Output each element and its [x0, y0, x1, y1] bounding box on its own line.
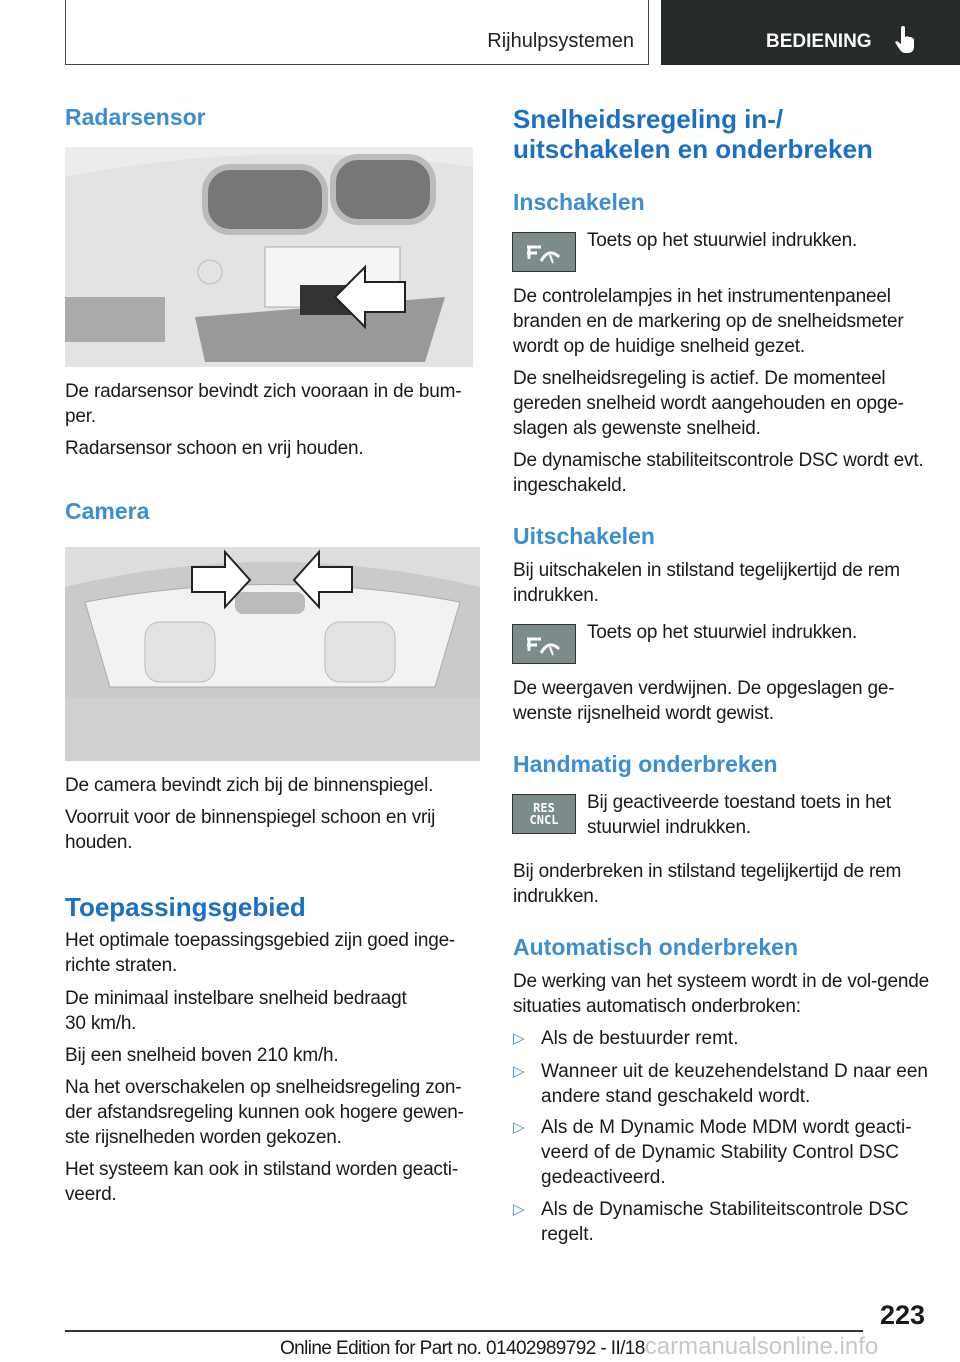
bullet-icon: ▷ [513, 1063, 525, 1080]
scope-text-3: Bij een snelheid boven 210 km/h. [65, 1045, 339, 1066]
bullet-icon: ▷ [513, 1030, 525, 1047]
heading-camera: Camera [65, 498, 150, 524]
heading-toepassingsgebied: Toepassingsgebied [65, 892, 306, 922]
heading-radarsensor: Radarsensor [65, 104, 206, 130]
scope-text-4: Na het overschakelen op snelheidsregeling zon-der afstandsregeling kunnen ook hogere gewen-ste rijsnelheden worden gekozen. [65, 1077, 464, 1148]
cncl-label: CNCL [529, 813, 559, 827]
footer-edition [280, 1333, 878, 1361]
radar-text-1: De radarsensor bevindt zich vooraan in de bum-per. [65, 381, 462, 427]
pause-button-text: Bij geactiveerde toestand toets in het stuurwiel indrukken. [587, 792, 891, 838]
hand-pointer-icon [894, 26, 918, 54]
heading-uitschakelen: Uitschakelen [513, 523, 655, 549]
scope-text-5: Het systeem kan ook in stilstand worden geacti-veerd. [65, 1159, 458, 1205]
watermark: carmanualsonline.info [644, 1333, 879, 1360]
camera-image [65, 547, 480, 761]
list-item [513, 1026, 933, 1051]
chapter-title: BEDIENING [766, 31, 872, 52]
off-text-2: De weergaven verdwijnen. De opgeslagen ge-wenste rijsnelheid wordt gewist. [513, 678, 895, 724]
cruise-control-button-icon [512, 624, 576, 664]
off-button-text: Toets op het stuurwiel indrukken. [587, 622, 858, 643]
footer-divider [65, 1330, 863, 1332]
list-item-text: Als de Dynamische Stabiliteitscontrole DSC regelt. [541, 1199, 909, 1245]
list-item-text: Als de M Dynamic Mode MDM wordt geacti-veerd of de Dynamic Stability Control DSC gedeactiveerd. [541, 1117, 912, 1188]
radar-text-2: Radarsensor schoon en vrij houden. [65, 438, 364, 459]
cruise-control-button-icon [512, 232, 576, 272]
radar-sensor-image [65, 147, 473, 367]
heading-handmatig: Handmatig onderbreken [513, 751, 778, 777]
list-item [513, 1115, 933, 1190]
camera-text-1: De camera bevindt zich bij de binnenspiegel. [65, 775, 434, 796]
on-text-2: De snelheidsregeling is actief. De momenteel gereden snelheid wordt aangehouden en opge-slagen als gewenste snelheid. [513, 368, 904, 439]
off-text-1: Bij uitschakelen in stilstand tegelijkertijd de rem indrukken. [513, 560, 900, 606]
page-number: 223 [880, 1300, 926, 1330]
on-text-3: De dynamische stabiliteitscontrole DSC wordt evt. ingeschakeld. [513, 450, 924, 496]
bullet-icon: ▷ [513, 1201, 525, 1218]
list-item [513, 1197, 933, 1247]
list-item [513, 1059, 933, 1109]
auto-text-1: De werking van het systeem wordt in de vol-gende situaties automatisch onderbroken: [513, 971, 930, 1017]
header-chapter [661, 0, 960, 65]
pause-text-1: Bij onderbreken in stilstand tegelijkertijd de rem indrukken. [513, 861, 902, 907]
res-label: RES [533, 801, 555, 815]
heading-automatisch: Automatisch onderbreken [513, 934, 798, 960]
res-cncl-button-icon [512, 794, 576, 834]
heading-inschakelen: Inschakelen [513, 189, 645, 215]
edition-text: Online Edition for Part no. 01402989792 - II/18 [280, 1338, 645, 1359]
bullet-icon: ▷ [513, 1119, 525, 1136]
heading-main: Snelheidsregeling in-/ uitschakelen en onderbreken [513, 104, 873, 164]
scope-text-2: De minimaal instelbare snelheid bedraagt 30 km/h. [65, 988, 407, 1034]
camera-text-2: Voorruit voor de binnenspiegel schoon en vrij houden. [65, 807, 436, 853]
section-title: Rijhulpsystemen [487, 30, 634, 52]
on-text-1: De controlelampjes in het instrumentenpaneel branden en de markering op de snelheidsmeter wordt op de huidige snelheid gezet. [513, 286, 904, 357]
on-button-text: Toets op het stuurwiel indrukken. [587, 230, 858, 251]
header-section [65, 0, 649, 65]
scope-text-1: Het optimale toepassingsgebied zijn goed inge-richte straten. [65, 930, 456, 976]
list-item-text: Als de bestuurder remt. [541, 1028, 739, 1049]
list-item-text: Wanneer uit de keuzehendelstand D naar een andere stand geschakeld wordt. [541, 1061, 928, 1107]
